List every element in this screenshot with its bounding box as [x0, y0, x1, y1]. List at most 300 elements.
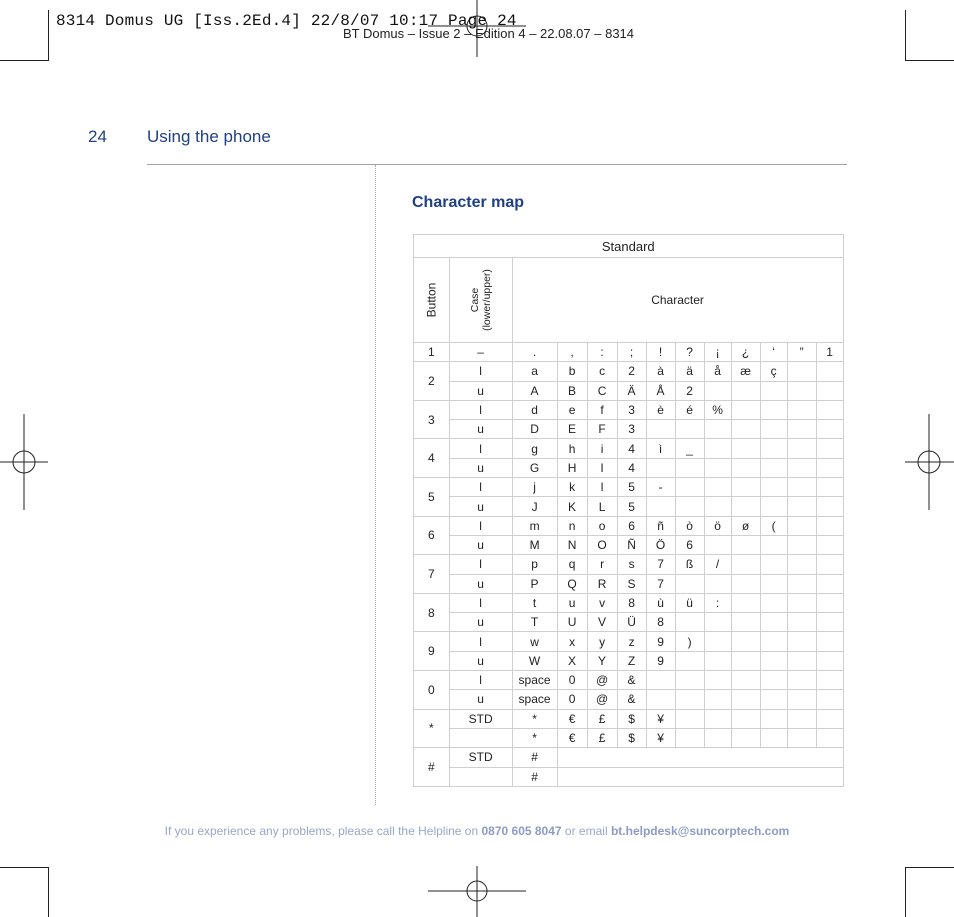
character-cell: v [587, 593, 617, 612]
character-cell: ù [646, 593, 675, 612]
character-cell: J [512, 497, 557, 516]
button-cell: 0 [414, 671, 450, 710]
character-cell: r [587, 555, 617, 574]
character-cell [816, 671, 843, 690]
character-cell [704, 420, 731, 439]
character-cell: 3 [617, 420, 646, 439]
character-cell [760, 632, 787, 651]
table-row [414, 690, 844, 709]
character-cell: € [557, 728, 587, 747]
character-cell: e [557, 400, 587, 419]
character-cell [704, 709, 731, 728]
character-cell: 2 [675, 381, 704, 400]
button-cell: 4 [414, 439, 450, 478]
character-cell [816, 709, 843, 728]
character-cell: 7 [646, 574, 675, 593]
character-cell: . [512, 343, 557, 362]
character-cell [704, 613, 731, 632]
character-cell [731, 555, 760, 574]
table-row [414, 651, 844, 670]
table-row [414, 671, 844, 690]
character-cell: € [557, 709, 587, 728]
case-cell [449, 728, 512, 747]
character-cell [675, 671, 704, 690]
character-cell [675, 690, 704, 709]
character-cell [787, 516, 816, 535]
button-cell: 3 [414, 400, 450, 439]
table-row [414, 439, 844, 458]
character-cell: # [512, 748, 557, 767]
character-cell: Å [646, 381, 675, 400]
empty-span-cell [557, 767, 843, 786]
character-cell: j [512, 478, 557, 497]
table-row [414, 535, 844, 554]
character-cell [760, 574, 787, 593]
character-cell [704, 574, 731, 593]
character-cell: ¡ [704, 343, 731, 362]
character-cell: 5 [617, 497, 646, 516]
character-cell [816, 555, 843, 574]
character-cell: - [646, 478, 675, 497]
case-cell: l [449, 400, 512, 419]
character-cell: ç [760, 362, 787, 381]
character-cell [675, 478, 704, 497]
character-cell: * [512, 728, 557, 747]
character-cell: Y [587, 651, 617, 670]
case-cell: u [449, 574, 512, 593]
character-cell: g [512, 439, 557, 458]
column-header-button: Button [414, 258, 450, 343]
case-cell [449, 767, 512, 786]
character-cell [704, 381, 731, 400]
character-cell [675, 613, 704, 632]
character-cell: ø [731, 516, 760, 535]
case-cell: l [449, 516, 512, 535]
character-cell [816, 497, 843, 516]
character-cell: $ [617, 728, 646, 747]
character-cell: 6 [617, 516, 646, 535]
character-cell: t [512, 593, 557, 612]
character-cell: ‘ [760, 343, 787, 362]
character-cell: f [587, 400, 617, 419]
character-cell [704, 439, 731, 458]
character-cell: B [557, 381, 587, 400]
character-cell: / [704, 555, 731, 574]
character-cell: ” [787, 343, 816, 362]
character-cell: d [512, 400, 557, 419]
character-cell: i [587, 439, 617, 458]
character-cell [760, 690, 787, 709]
character-cell: S [617, 574, 646, 593]
case-cell: u [449, 497, 512, 516]
character-cell [787, 574, 816, 593]
case-cell: u [449, 651, 512, 670]
character-cell: X [557, 651, 587, 670]
character-cell: é [675, 400, 704, 419]
character-cell: 3 [617, 400, 646, 419]
character-cell: # [512, 767, 557, 786]
character-cell: £ [587, 709, 617, 728]
character-cell [787, 555, 816, 574]
character-cell [787, 420, 816, 439]
table-row [414, 767, 844, 786]
character-cell: 8 [646, 613, 675, 632]
character-cell: ¿ [731, 343, 760, 362]
case-cell: l [449, 478, 512, 497]
character-cell [787, 497, 816, 516]
character-cell: space [512, 671, 557, 690]
character-cell [704, 671, 731, 690]
character-cell [731, 420, 760, 439]
character-cell: c [587, 362, 617, 381]
character-cell [760, 420, 787, 439]
character-cell: P [512, 574, 557, 593]
character-cell [816, 632, 843, 651]
character-cell [787, 381, 816, 400]
character-cell [731, 497, 760, 516]
character-cell [787, 709, 816, 728]
table-title: Standard [414, 235, 844, 258]
character-cell: 8 [617, 593, 646, 612]
character-cell: £ [587, 728, 617, 747]
character-cell: a [512, 362, 557, 381]
character-cell: Z [617, 651, 646, 670]
character-cell [704, 690, 731, 709]
character-cell: 1 [816, 343, 843, 362]
character-cell: 7 [646, 555, 675, 574]
header-rule [147, 164, 847, 165]
section-title: Character map [412, 194, 525, 211]
character-cell: ( [760, 516, 787, 535]
character-cell: C [587, 381, 617, 400]
character-cell [704, 497, 731, 516]
character-cell [704, 478, 731, 497]
character-cell: x [557, 632, 587, 651]
case-cell: l [449, 439, 512, 458]
character-cell: p [512, 555, 557, 574]
character-cell: ? [675, 343, 704, 362]
button-cell: 1 [414, 343, 450, 362]
character-cell [816, 439, 843, 458]
character-cell [787, 651, 816, 670]
character-cell [787, 478, 816, 497]
character-cell: % [704, 400, 731, 419]
case-cell: l [449, 362, 512, 381]
character-cell: W [512, 651, 557, 670]
character-cell: ! [646, 343, 675, 362]
character-cell: ¥ [646, 709, 675, 728]
case-cell: STD [449, 748, 512, 767]
character-cell [816, 690, 843, 709]
character-cell: u [557, 593, 587, 612]
case-cell: l [449, 555, 512, 574]
case-cell: – [449, 343, 512, 362]
character-cell [675, 709, 704, 728]
character-cell [731, 671, 760, 690]
character-cell: R [587, 574, 617, 593]
character-cell [787, 690, 816, 709]
character-cell: 9 [646, 651, 675, 670]
character-cell: w [512, 632, 557, 651]
character-cell: ì [646, 439, 675, 458]
character-cell: 4 [617, 458, 646, 477]
character-cell: k [557, 478, 587, 497]
character-cell [787, 458, 816, 477]
character-cell [704, 535, 731, 554]
footer-helpline: If you experience any problems, please call the Helpline on 0870 605 8047 or email bt.helpdesk@suncorptech.com [164, 824, 790, 838]
character-cell: ò [675, 516, 704, 535]
character-cell: à [646, 362, 675, 381]
table-row [414, 593, 844, 612]
character-cell [816, 516, 843, 535]
character-cell [646, 497, 675, 516]
running-title: Using the phone [147, 127, 271, 146]
table-row [414, 555, 844, 574]
character-cell: M [512, 535, 557, 554]
character-cell: G [512, 458, 557, 477]
character-cell [646, 690, 675, 709]
character-cell [760, 651, 787, 670]
empty-span-cell [557, 748, 843, 767]
character-cell: @ [587, 671, 617, 690]
character-cell: n [557, 516, 587, 535]
character-cell [760, 593, 787, 612]
character-cell [731, 535, 760, 554]
character-cell: l [587, 478, 617, 497]
character-cell [646, 671, 675, 690]
case-cell: u [449, 535, 512, 554]
button-cell: # [414, 748, 450, 787]
character-cell [731, 478, 760, 497]
character-cell: 0 [557, 690, 587, 709]
character-cell: T [512, 613, 557, 632]
case-cell: l [449, 671, 512, 690]
case-cell: u [449, 420, 512, 439]
table-row [414, 381, 844, 400]
case-cell: u [449, 690, 512, 709]
character-cell [760, 613, 787, 632]
table-row [414, 613, 844, 632]
character-cell: m [512, 516, 557, 535]
table-row [414, 478, 844, 497]
character-cell [816, 535, 843, 554]
character-cell [760, 535, 787, 554]
table-row [414, 516, 844, 535]
case-cell: STD [449, 709, 512, 728]
character-cell: ) [675, 632, 704, 651]
character-cell [760, 478, 787, 497]
character-cell: 2 [617, 362, 646, 381]
character-cell [675, 728, 704, 747]
character-cell [675, 420, 704, 439]
character-cell: Q [557, 574, 587, 593]
character-cell [816, 420, 843, 439]
character-cell [731, 632, 760, 651]
character-cell: ¥ [646, 728, 675, 747]
character-cell: U [557, 613, 587, 632]
character-cell: H [557, 458, 587, 477]
table-row [414, 632, 844, 651]
character-cell: 9 [646, 632, 675, 651]
character-cell: V [587, 613, 617, 632]
character-cell [731, 728, 760, 747]
print-slug-subline: BT Domus – Issue 2 – Edition 4 – 22.08.07 – 8314 [343, 26, 635, 41]
character-cell: F [587, 420, 617, 439]
character-cell [787, 613, 816, 632]
character-cell: * [512, 709, 557, 728]
character-cell: : [587, 343, 617, 362]
character-cell [787, 593, 816, 612]
character-cell [731, 651, 760, 670]
character-cell [731, 381, 760, 400]
character-cell: o [587, 516, 617, 535]
character-cell: ß [675, 555, 704, 574]
character-cell: A [512, 381, 557, 400]
character-cell [816, 478, 843, 497]
character-cell [760, 671, 787, 690]
character-cell: b [557, 362, 587, 381]
character-cell: Ñ [617, 535, 646, 554]
character-cell [675, 651, 704, 670]
character-cell [760, 555, 787, 574]
character-cell [760, 709, 787, 728]
character-cell: ü [675, 593, 704, 612]
character-cell [787, 671, 816, 690]
character-cell [816, 728, 843, 747]
character-cell: 0 [557, 671, 587, 690]
character-cell: Ö [646, 535, 675, 554]
character-cell: @ [587, 690, 617, 709]
character-cell [787, 728, 816, 747]
print-slug: 8314 Domus UG [Iss.2Ed.4] 22/8/07 10:17 Page 24 [56, 12, 517, 30]
character-cell [731, 574, 760, 593]
table-row [414, 400, 844, 419]
character-cell: q [557, 555, 587, 574]
character-cell: K [557, 497, 587, 516]
character-cell: E [557, 420, 587, 439]
character-cell [760, 728, 787, 747]
character-cell [675, 458, 704, 477]
page-number: 24 [88, 127, 107, 146]
table-row [414, 574, 844, 593]
character-cell: & [617, 690, 646, 709]
character-cell [760, 497, 787, 516]
character-cell [816, 574, 843, 593]
character-cell [787, 535, 816, 554]
button-cell: 7 [414, 555, 450, 594]
table-row [414, 458, 844, 477]
table-row [414, 748, 844, 767]
character-cell: ä [675, 362, 704, 381]
character-cell: ö [704, 516, 731, 535]
character-cell: è [646, 400, 675, 419]
column-divider [375, 165, 376, 805]
button-cell: 5 [414, 478, 450, 517]
character-cell [646, 458, 675, 477]
character-cell: : [704, 593, 731, 612]
character-cell [787, 400, 816, 419]
case-cell: l [449, 632, 512, 651]
character-cell [704, 632, 731, 651]
character-cell [816, 651, 843, 670]
button-cell: 6 [414, 516, 450, 555]
character-cell [731, 709, 760, 728]
table-row [414, 709, 844, 728]
table-row [414, 497, 844, 516]
character-cell: z [617, 632, 646, 651]
character-cell [760, 458, 787, 477]
character-cell [760, 439, 787, 458]
character-cell: space [512, 690, 557, 709]
character-cell [787, 362, 816, 381]
character-cell: 4 [617, 439, 646, 458]
character-cell [704, 458, 731, 477]
character-cell [731, 439, 760, 458]
character-cell: h [557, 439, 587, 458]
helpdesk-email: bt.helpdesk@suncorptech.com [610, 824, 790, 838]
table-row [414, 362, 844, 381]
button-cell: 8 [414, 593, 450, 632]
character-cell [816, 593, 843, 612]
character-cell [787, 632, 816, 651]
character-cell: æ [731, 362, 760, 381]
case-cell: u [449, 381, 512, 400]
character-cell [731, 458, 760, 477]
character-cell [816, 362, 843, 381]
character-cell [731, 593, 760, 612]
character-cell [816, 381, 843, 400]
character-cell: N [557, 535, 587, 554]
case-cell: u [449, 458, 512, 477]
character-cell [731, 400, 760, 419]
character-cell: Ä [617, 381, 646, 400]
character-cell [760, 400, 787, 419]
character-cell: ; [617, 343, 646, 362]
button-cell: * [414, 709, 450, 748]
character-cell [816, 613, 843, 632]
character-cell: Ü [617, 613, 646, 632]
character-cell [787, 439, 816, 458]
character-cell: _ [675, 439, 704, 458]
character-cell: 6 [675, 535, 704, 554]
character-cell [675, 497, 704, 516]
character-cell: O [587, 535, 617, 554]
character-cell [760, 381, 787, 400]
character-cell: ñ [646, 516, 675, 535]
table-row [414, 343, 844, 362]
character-cell [816, 458, 843, 477]
character-cell: 5 [617, 478, 646, 497]
character-cell: y [587, 632, 617, 651]
button-cell: 9 [414, 632, 450, 671]
button-cell: 2 [414, 362, 450, 401]
column-header-case: Case (lower/upper) [449, 258, 512, 343]
character-cell: D [512, 420, 557, 439]
character-cell: I [587, 458, 617, 477]
character-cell: s [617, 555, 646, 574]
column-header-character: Character [512, 258, 843, 343]
table-row [414, 728, 844, 747]
character-cell [675, 574, 704, 593]
character-cell [731, 613, 760, 632]
character-cell [704, 728, 731, 747]
character-cell [704, 651, 731, 670]
character-cell: $ [617, 709, 646, 728]
character-cell: , [557, 343, 587, 362]
character-cell [731, 690, 760, 709]
character-cell: & [617, 671, 646, 690]
character-cell: L [587, 497, 617, 516]
